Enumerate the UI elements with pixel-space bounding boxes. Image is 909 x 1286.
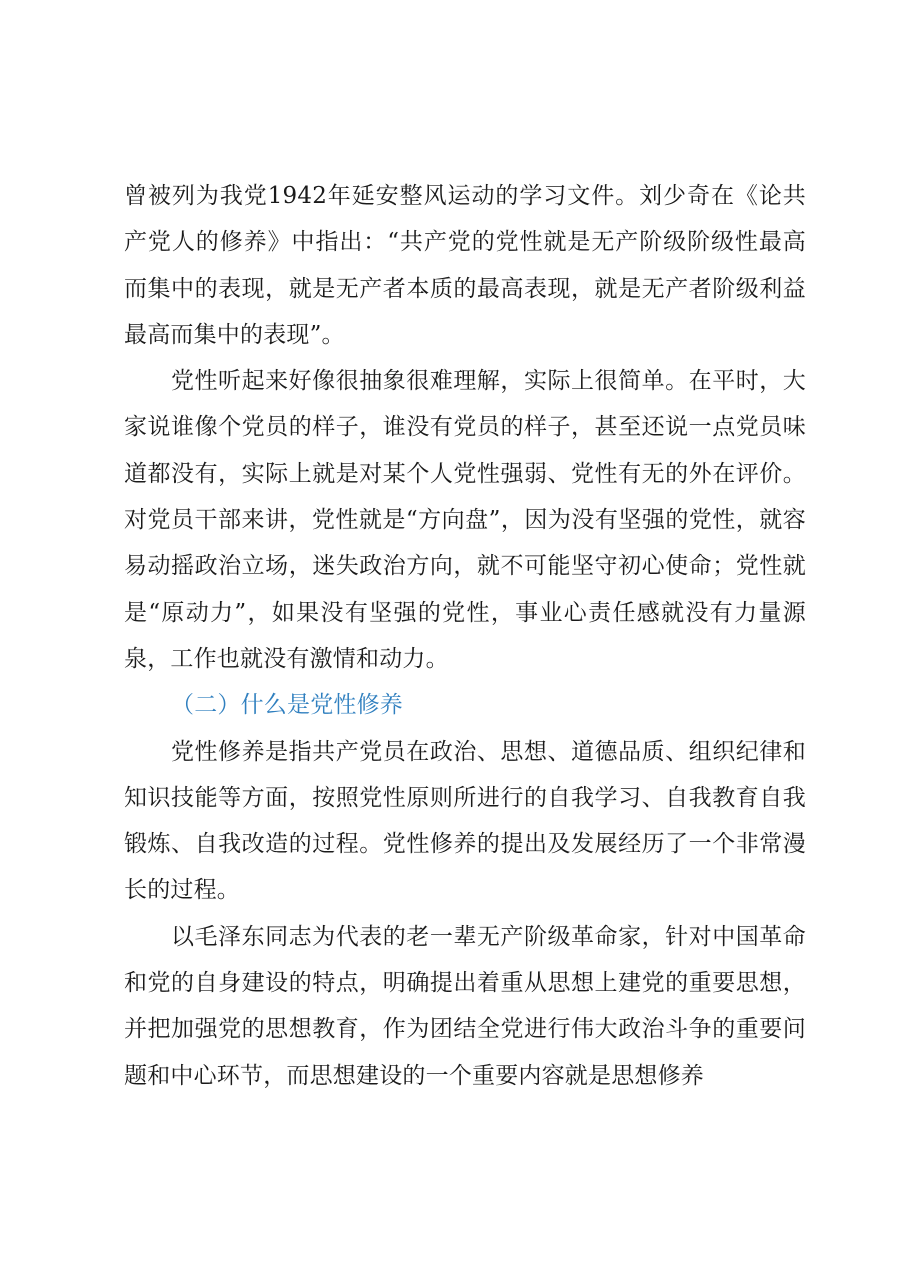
section-heading-2: （二）什么是党性修养 [171,692,403,719]
paragraph-2: 党性听起来好像很抽象很难理解，实际上很简单。在平时，大家说谁像个党员的样子，谁没有党员的样子，甚至还说一点党员味道都没有，实际上就是对某个人党性强弱、党性有无的外在评价。对党员干部来讲，党性就是“方向盘”，因为没有坚强的党性，就容易动摇政治立场，迷失政治方向，就不可能坚守初心使命；党性就是“原动力”，如果没有坚强的党性，事业心责任感就没有力量源泉，工作也就没有激情和动力。 [124,368,806,672]
paragraph-3: 党性修养是指共产党员在政治、思想、道德品质、组织纪律和知识技能等方面，按照党性原则所进行的自我学习、自我教育自我锻炼、自我改造的过程。党性修养的提出及发展经历了一个非常漫长的过程。 [124,738,806,904]
paragraph-1: 曾被列为我党1942年延安整风运动的学习文件。刘少奇在《论共产党人的修养》中指出：“共产党的党性就是无产阶级阶级性最高而集中的表现，就是无产者本质的最高表现，就是无产者阶级利益最高而集中的表现”。 [124,183,806,348]
paragraph-4: 以毛泽东同志为代表的老一辈无产阶级革命家，针对中国革命和党的自身建设的特点，明确提出着重从思想上建党的重要思想，并把加强党的思想教育，作为团结全党进行伟大政治斗争的重要问题和中心环节，而思想建设的一个重要内容就是思想修养 [124,923,806,1089]
document-body [124,173,806,1099]
